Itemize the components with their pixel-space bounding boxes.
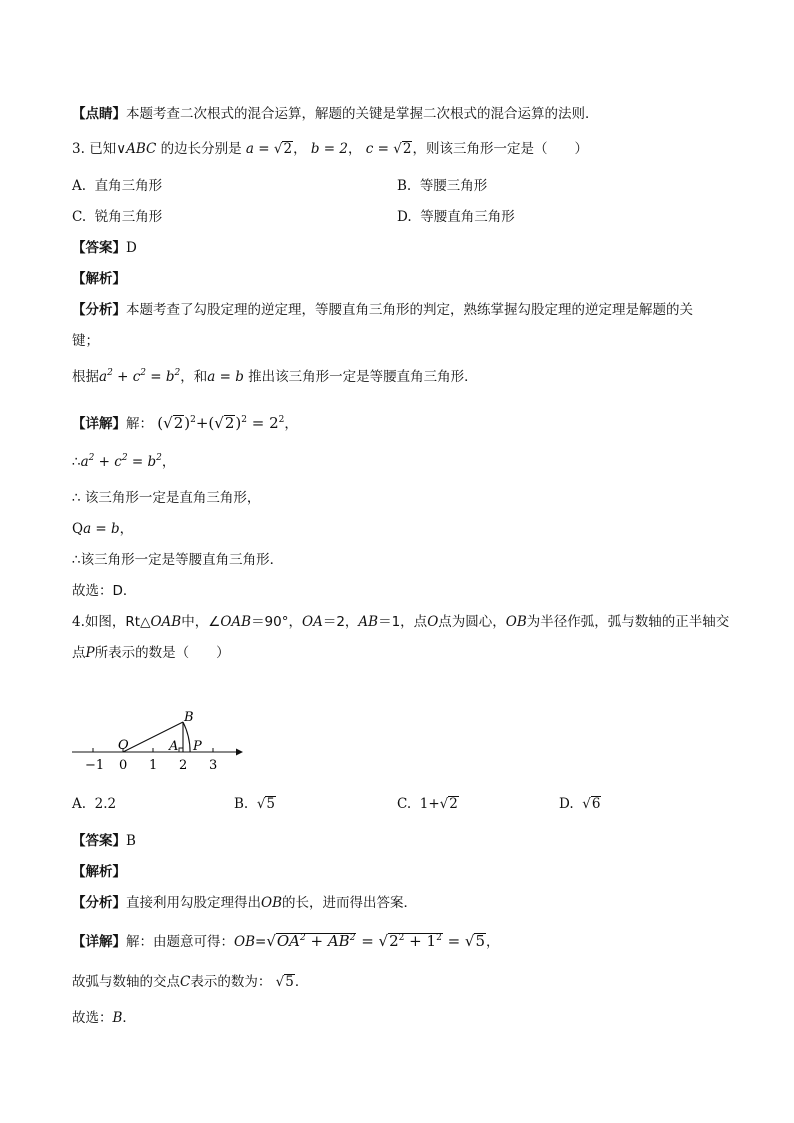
c-equals: c = [365, 141, 389, 157]
number-line-figure [68, 700, 248, 780]
tick-label: 0 [119, 758, 128, 773]
a-equals: a = [245, 141, 270, 157]
q4-option-b: B. √5 [234, 796, 276, 812]
q3-answer: 【答案】D [72, 240, 137, 256]
q4-detail: 【详解】解：由题意可得：$OB=√OA^2 + AB^2 = √2^2 + 1^2 = √5$， [72, 932, 500, 950]
radical-sign: √ [273, 141, 283, 157]
q4-option-c: C. 1+√2 [397, 796, 458, 812]
axis-arrow-icon [236, 749, 243, 756]
q3-basis: 根据$a^2 + c^2 = b^2$，和a = b 推出该三角形一定是等腰直角三角形． [72, 368, 478, 385]
q3-stem-c: ，则该三角形一定是（ ） [412, 141, 588, 157]
pythag-equation: $a^2 + c^2 = b^2$ [99, 368, 181, 385]
radicand: 2 [402, 141, 412, 157]
q3-option-d: D. 等腰直角三角形 [397, 209, 515, 225]
detail-radical-1: $√OA^2 + AB^2 = √2^2 + 1^2 = √5$ [266, 932, 486, 950]
q3-stem: 3. 已知∨ABC 的边长分别是 a = √2， b = 2， c = √2，则该三角形一定是（ ） [72, 141, 588, 157]
radical-sign: √ [275, 974, 285, 990]
q4-choose: 故选：B． [72, 1010, 136, 1026]
tick-label: 1 [149, 758, 158, 773]
detail-equation: $(√2)^2+(√2)^2 = 2^2$ [157, 414, 285, 432]
q3-fenxi-line1: 【分析】本题考查了勾股定理的逆定理，等腰直角三角形的判定，熟练掌握勾股定理的逆定理是解题的关 [72, 302, 693, 318]
triangle-name: ABC [126, 141, 157, 157]
label-a: A [169, 739, 179, 754]
q3-conclusion: ∴该三角形一定是等腰直角三角形． [72, 552, 284, 568]
right-angle-mark [179, 748, 183, 752]
q3-therefore-1: $\therefore a^2 + c^2 = b^2$， [72, 453, 176, 470]
note-tag: 【点睛】 [72, 106, 126, 122]
q3-right-triangle: ∴ 该三角形一定是直角三角形， [72, 490, 261, 506]
q3-option-c: C. 锐角三角形 [72, 209, 163, 225]
q3-because: Qa = b， [72, 521, 134, 537]
q3-stem-b: 的边长分别是 [160, 141, 242, 157]
q2-note [72, 104, 599, 124]
radical-sign: √ [582, 796, 591, 812]
q4-analysis-tag: 【解析】 [72, 864, 126, 880]
q3-detail: 【详解】解： $(√2)^2+(√2)^2 = 2^2$， [72, 414, 298, 432]
label-p: P [193, 739, 202, 754]
q3-stem-a: 已知 [89, 141, 117, 157]
radical-sign: √ [393, 141, 402, 157]
tick-label: 2 [179, 758, 188, 773]
q4-result: 故弧与数轴的交点C表示的数为： √5． [72, 974, 309, 990]
q3-option-b: B. 等腰三角形 [397, 178, 488, 194]
q4-option-a: A. 2.2 [72, 796, 117, 812]
pythag-equation: $a^2 + c^2 = b^2$ [80, 453, 162, 470]
q4-option-d: D. √6 [559, 796, 601, 812]
q3-option-a: A. 直角三角形 [72, 178, 163, 194]
q3-choose: 故选：D． [72, 583, 137, 599]
note-text: 本题考查二次根式的混合运算，解题的关键是掌握二次根式的混合运算的法则． [126, 106, 599, 122]
q4-fenxi: 【分析】直接利用勾股定理得出OB的长，进而得出答案． [72, 895, 417, 911]
q3-number: 3. [72, 141, 85, 157]
label-o: O [118, 738, 129, 753]
label-b: B [184, 710, 194, 725]
radical-sign: √ [439, 796, 449, 812]
tick-label: 3 [209, 758, 218, 773]
arc-bp [183, 722, 190, 752]
tick-label: −1 [85, 758, 105, 773]
b-equals: b = 2 [310, 141, 348, 157]
triangle-symbol: ∨ [116, 141, 127, 157]
q4-stem-line2: 点P所表示的数是（ ） [72, 645, 230, 661]
q4-stem-line1: 4.如图，Rt△OAB中，∠OAB＝90°，OA＝2，AB＝1，点O点为圆心，OB为半径作弧，弧与数轴的正半轴交 [72, 614, 730, 630]
q3-fenxi-line2: 键； [72, 333, 99, 349]
radical-sign: √ [256, 796, 266, 812]
q3-analysis-tag: 【解析】 [72, 271, 126, 287]
q4-answer: 【答案】B [72, 833, 136, 849]
radicand: 2 [283, 141, 293, 157]
